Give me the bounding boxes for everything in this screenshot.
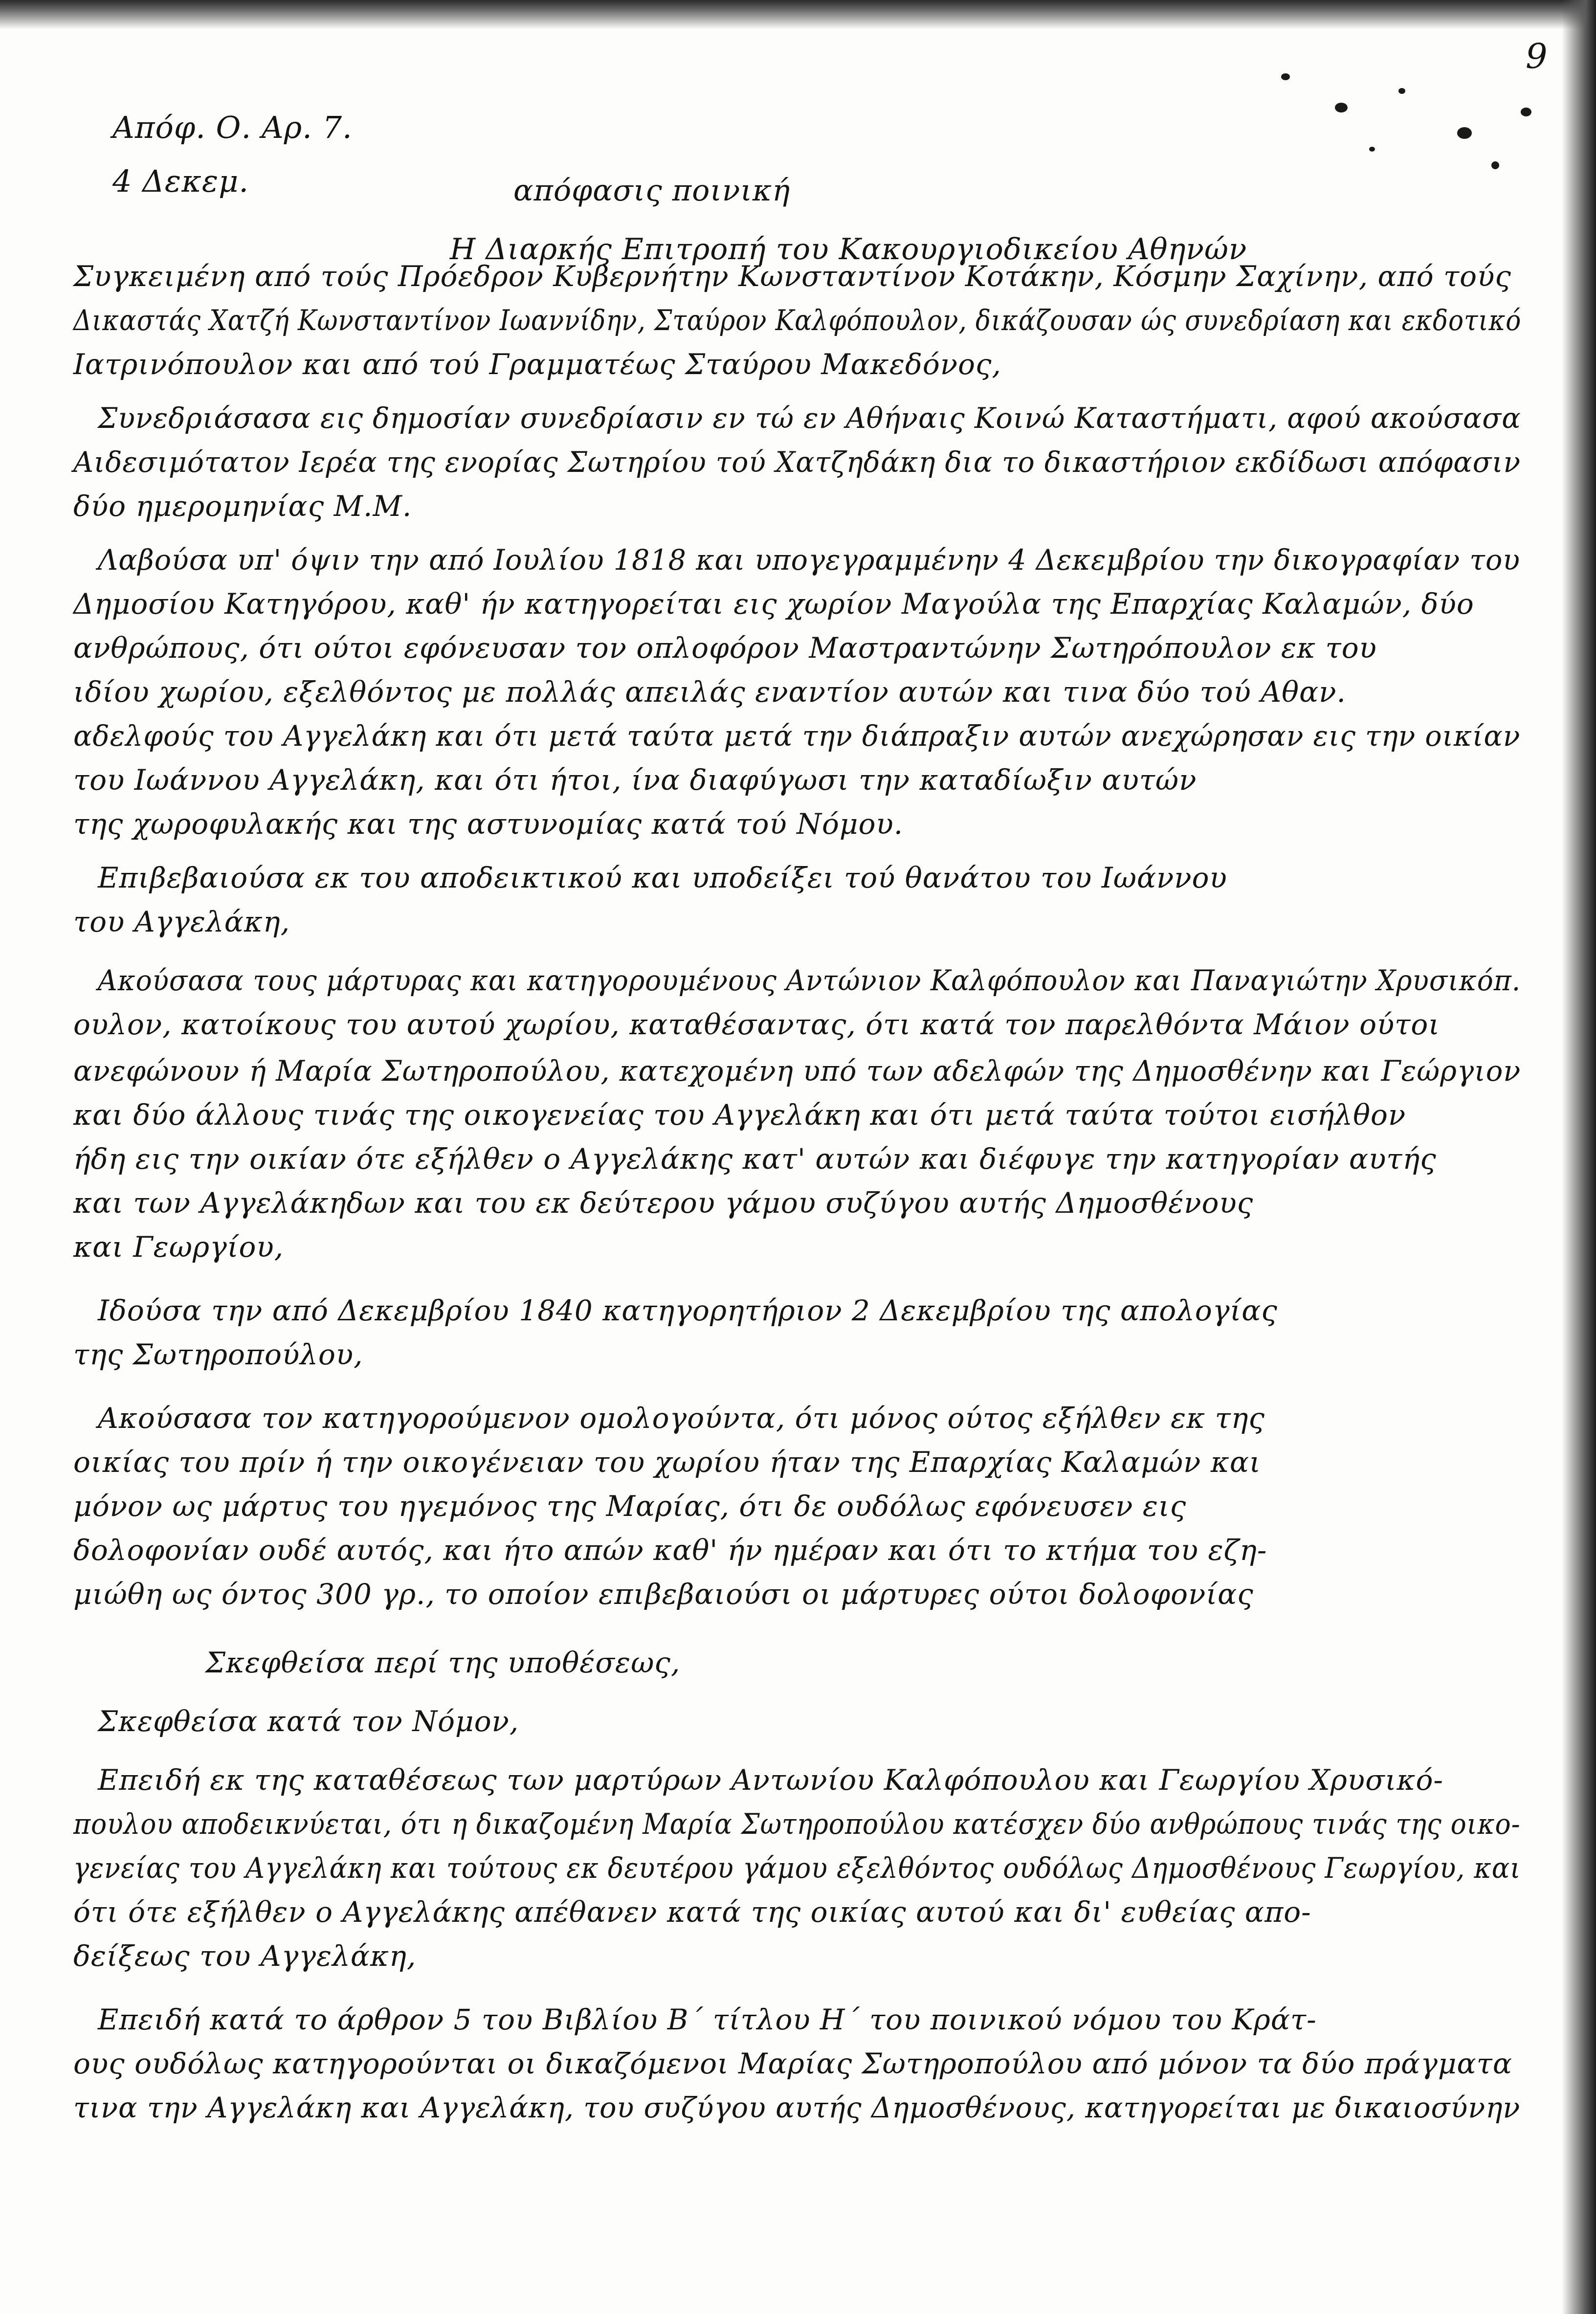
text-line: Ακούσασα τον κατηγορούμενον ομολογούντα, ότι μόνος ούτος εξήλθεν εκ της <box>98 1402 1265 1435</box>
text-line: Ιδούσα την από Δεκεμβρίου 1840 κατηγορητήριον 2 Δεκεμβρίου της απολογίας <box>98 1294 1278 1327</box>
text-line: Ακούσασα τους μάρτυρας και κατηγορουμένους Αντώνιον Καλφόπουλον και Παναγιώτην Χρυσικόπ. <box>98 964 1521 997</box>
text-line: της χωροφυλακής και της αστυνομίας κατά τού Νόμου. <box>73 807 904 841</box>
scan-edge-right <box>1562 0 1596 2314</box>
page-number: 9 <box>1526 36 1548 76</box>
text-line: ήδη εις την οικίαν ότε εξήλθεν ο Αγγελάκης κατ' αυτών και διέφυγε την κατηγορίαν αυτής <box>73 1142 1437 1176</box>
text-line: Αιδεσιμότατον Ιερέα της ενορίας Σωτηρίου τού Χατζηδάκη δια το δικαστήριον εκδίδωσι απόφασιν <box>73 445 1521 479</box>
text-line: ανθρώπους, ότι ούτοι εφόνευσαν τον οπλοφόρον Μαστραντώνην Σωτηρόπουλον εκ του <box>73 631 1377 665</box>
ink-speck <box>1335 103 1348 112</box>
text-line: πουλου αποδεικνύεται, ότι η δικαζομένη Μαρία Σωτηροπούλου κατέσχεν δύο ανθρώπους τινάς της οικο- <box>73 1807 1521 1841</box>
text-line: δύο ημερομηνίας Μ.Μ. <box>73 490 412 523</box>
text-line: Σκεφθείσα περί της υποθέσεως, <box>205 1646 681 1679</box>
text-line: ότι ότε εξήλθεν ο Αγγελάκης απέθανεν κατά της οικίας αυτού και δι' ευθείας απο- <box>73 1895 1311 1929</box>
ink-speck <box>1521 108 1531 116</box>
text-line: μόνον ως μάρτυς του ηγεμόνος της Μαρίας, ότι δε ουδόλως εφόνευσεν εις <box>73 1490 1187 1523</box>
text-line: Σκεφθείσα κατά τον Νόμον, <box>98 1705 519 1738</box>
document-heading: απόφασις ποινική <box>513 174 791 208</box>
text-line: Επειδή εκ της καταθέσεως των μαρτύρων Αντωνίου Καλφόπουλου και Γεωργίου Χρυσικό- <box>98 1763 1443 1797</box>
text-line: τινα την Αγγελάκη και Αγγελάκη, του συζύγου αυτής Δημοσθένους, κατηγορείται με δικαιοσύνην <box>73 2091 1521 2124</box>
text-line: Λαβούσα υπ' όψιν την από Ιουλίου 1818 και υπογεγραμμένην 4 Δεκεμβρίου την δικογραφίαν του <box>98 543 1521 577</box>
text-line: αδελφούς του Αγγελάκη και ότι μετά ταύτα μετά την διάπραξιν αυτών ανεχώρησαν εις την οικίαν <box>73 719 1521 753</box>
ink-speck <box>1281 73 1290 80</box>
ink-speck <box>1398 88 1405 94</box>
document-subheading: Η Διαρκής Επιτροπή του Κακουργιοδικείου Αθηνών <box>450 232 1247 267</box>
text-line: Δημοσίου Κατηγόρου, καθ' ήν κατηγορείται εις χωρίον Μαγούλα της Επαρχίας Καλαμών, δύο <box>73 587 1474 621</box>
text-line: ιδίου χωρίου, εξελθόντος με πολλάς απειλάς εναντίον αυτών και τινα δύο τού Αθαν. <box>73 675 1346 709</box>
text-line: ουλον, κατοίκους του αυτού χωρίου, καταθέσαντας, ότι κατά τον παρελθόντα Μάιον ούτοι <box>73 1008 1441 1041</box>
decision-reference: Απόφ. Ο. Αρ. 7. <box>112 110 353 145</box>
text-line: δείξεως του Αγγελάκη, <box>73 1939 417 1973</box>
text-line: Επειδή κατά το άρθρον 5 του Βιβλίου Β΄ τίτλου Η΄ του ποινικού νόμου του Κράτ- <box>98 2003 1317 2036</box>
text-line: του Ιωάννου Αγγελάκη, και ότι ήτοι, ίνα διαφύγωσι την καταδίωξιν αυτών <box>73 763 1197 797</box>
text-line: Ιατρινόπουλον και από τού Γραμματέως Σταύρου Μακεδόνος, <box>73 348 1001 381</box>
text-line: γενείας του Αγγελάκη και τούτους εκ δευτέρου γάμου εξελθόντος ουδόλως Δημοσθένους Γεωργίου, και <box>73 1851 1521 1885</box>
text-line: δολοφονίαν ουδέ αυτός, και ήτο απών καθ' ήν ημέραν και ότι το κτήμα του εζη- <box>73 1534 1267 1567</box>
text-line: και των Αγγελάκηδων και του εκ δεύτερου γάμου συζύγου αυτής Δημοσθένους <box>73 1186 1254 1220</box>
text-line: και Γεωργίου, <box>73 1230 284 1264</box>
text-line: και δύο άλλους τινάς της οικογενείας του Αγγελάκη και ότι μετά ταύτα τούτοι εισήλθον <box>73 1098 1406 1132</box>
text-line: του Αγγελάκη, <box>73 905 290 938</box>
text-line: Δικαστάς Χατζή Κωνσταντίνον Ιωαννίδην, Σταύρον Καλφόπουλον, δικάζουσαν ώς συνεδρίαση και εκδοτικό <box>73 304 1522 337</box>
scan-edge-top <box>0 0 1596 29</box>
text-line: Συγκειμένη από τούς Πρόεδρον Κυβερνήτην Κωνσταντίνον Κοτάκην, Κόσμην Σαχίνην, από τούς <box>73 260 1511 293</box>
ink-speck <box>1491 161 1499 169</box>
ink-speck <box>1457 127 1472 139</box>
text-line: ανεφώνουν ή Μαρία Σωτηροπούλου, κατεχομένη υπό των αδελφών της Δημοσθένην και Γεώργιον <box>73 1054 1521 1088</box>
text-line: ους ουδόλως κατηγορούνται οι δικαζόμενοι Μαρίας Σωτηροπούλου από μόνον τα δύο πράγματα <box>73 2047 1512 2080</box>
text-line: μιώθη ως όντος 300 γρ., το οποίον επιβεβαιούσι οι μάρτυρες ούτοι δολοφονίας <box>73 1578 1254 1611</box>
text-line: Συνεδριάσασα εις δημοσίαν συνεδρίασιν εν τώ εν Αθήναις Κοινώ Καταστήματι, αφού ακούσασα <box>98 401 1521 435</box>
text-line: οικίας του πρίν ή την οικογένειαν του χωρίου ήταν της Επαρχίας Καλαμών και <box>73 1446 1261 1479</box>
text-line: Επιβεβαιούσα εκ του αποδεικτικού και υποδείξει τού θανάτου του Ιωάννου <box>98 861 1227 894</box>
date-line: 4 Δεκεμ. <box>112 163 249 199</box>
ink-speck <box>1369 147 1375 152</box>
text-line: της Σωτηροπούλου, <box>73 1338 363 1371</box>
